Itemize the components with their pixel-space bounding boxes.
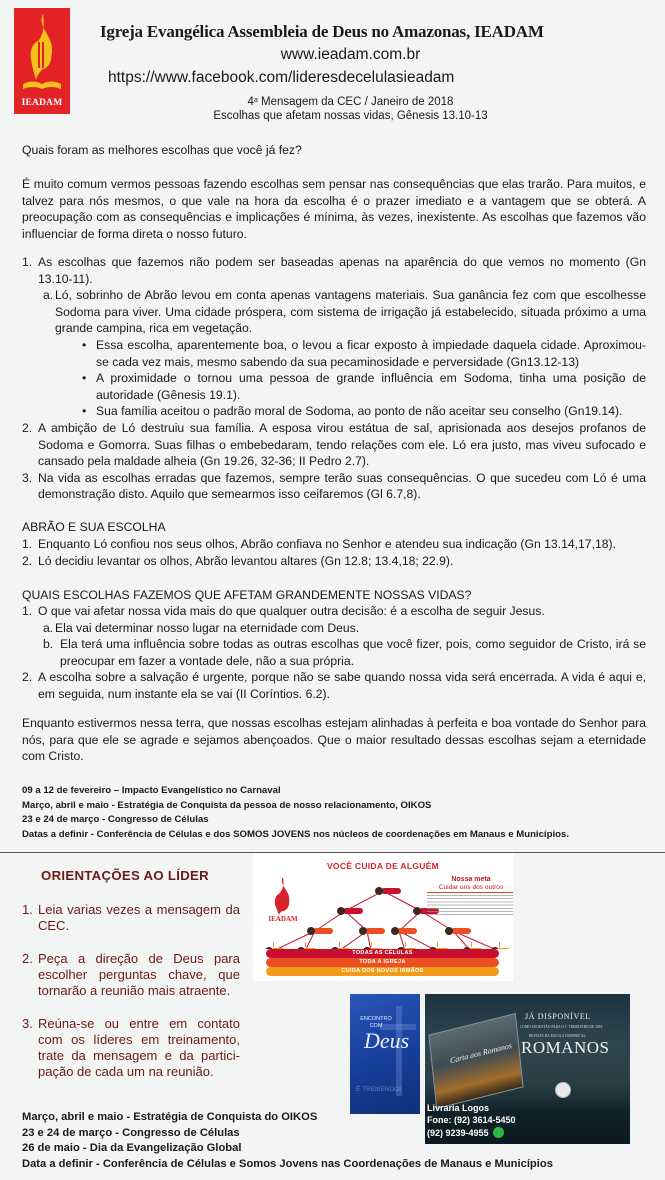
section-1-list (22, 254, 646, 503)
cuida-de-alguem-card (253, 853, 513, 981)
book-script-title: Deus (364, 1028, 410, 1053)
list-item (22, 669, 646, 702)
event-item: Março, abril e maio - Estratégia de Conquista do OIKOS (22, 1111, 318, 1123)
item-number: 2. (22, 670, 33, 685)
message-ordinal: a (253, 97, 258, 104)
abrao-heading: ABRÃO E SUA ESCOLHA (22, 520, 166, 534)
list-item (22, 254, 646, 287)
orientacoes-list (22, 902, 240, 1097)
item-number: 3. (22, 470, 33, 485)
item-number: 1. (22, 604, 33, 618)
person-node (337, 907, 363, 915)
message-info (0, 96, 665, 108)
event-item: Datas a definir - Conferência de Células e dos SOMOS JOVENS nos núcleos de coordenações em Manaus e Municípios. (22, 828, 569, 840)
bullet-item (22, 403, 646, 420)
item-text: Na vida as escolhas erradas que fazemos, sempre terão suas consequências. O que sucedeu com Ló é uma demonstração disto. Aquilo que semearmos isso ceifaremos (Gl 6.7,8). (38, 470, 646, 502)
website-link[interactable]: www.ieadam.com.br (280, 46, 421, 63)
bullet-icon: • (82, 337, 87, 352)
event-item: Data a definir - Conferência de Células e Somos Jovens nas Coordenações de Manaus e Municípios (22, 1157, 553, 1170)
item-text: Enquanto Ló confiou nos seus olhos, Abrão confiava no Senhor e atendeu sua indicação (Gn 13.14,17,18). (38, 537, 616, 551)
book-line: ENCONTRO (360, 1016, 392, 1022)
tree-tick (273, 942, 274, 947)
orientacao-item (22, 902, 240, 934)
tree-tick (305, 942, 306, 947)
item-number: 2. (22, 553, 33, 568)
event-item: 23 e 24 de março - Congresso de Células (22, 1126, 240, 1139)
item-text: Leia varias vezes a mensagem da CEC. (38, 902, 240, 933)
list-item (22, 420, 646, 470)
magazine-cover (428, 1013, 523, 1109)
church-title: Igreja Evangélica Assembleia de Deus no Amazonas, IEADAM (100, 22, 544, 41)
meta-paragraph (427, 895, 513, 917)
list-item (22, 470, 646, 503)
tree-tick (371, 942, 372, 947)
encontro-com-deus-book (350, 994, 420, 1114)
item-number: 2. (22, 951, 33, 966)
list-item (22, 553, 646, 570)
list-item (22, 620, 646, 637)
store-name: Livraria Logos (427, 1103, 490, 1113)
quais-list (22, 603, 646, 703)
item-number: 3. (22, 1016, 33, 1031)
item-text: A proximidade o tornou uma pessoa de grande influência em Sodoma, tinha uma posição de autoridade (Gênesis 19.1). (96, 371, 646, 402)
item-text: Sua família aceitou o padrão moral de Sodoma, ao ponto de não aceitar seu conselho (Gn19.14). (96, 404, 623, 419)
events-list (22, 784, 569, 842)
tree-tick (499, 942, 500, 947)
list-item (22, 636, 646, 669)
book-line: COM (369, 1023, 383, 1029)
item-text: O que vai afetar nossa vida mais do que qualquer outra decisão: é a escolha de seguir Jesus. (38, 604, 545, 618)
item-text: A ambição de Ló destruiu sua família. A esposa virou estátua de sal, aprisionada aos desejos profanos de Sodoma e Gomorra. Suas filhas o embebedaram, tendo relações com ele. Ló era justo, mas viveu sufocado e cansado pela maldade alheia (Gn 19.26, 32-36; II Pedro 2.7). (38, 420, 646, 469)
tree-tick (339, 942, 340, 947)
ad-headline: JÁ DISPONÍVEL (525, 1012, 591, 1021)
message-rest: Mensagem da CEC / Janeiro de 2018 (257, 96, 454, 108)
item-text: Ló decidiu levantar os olhos, Abrão levantou altares (Gn 12.8; 13.4,18; 22.9). (38, 553, 454, 568)
book-tagline: É TREMENDO! (356, 1086, 402, 1093)
opening-question: Quais foram as melhores escolhas que você já fez? (22, 143, 302, 157)
orientacoes-title: ORIENTAÇÕES AO LÍDER (41, 868, 209, 883)
item-text: Essa escolha, aparentemente boa, o levou a ficar exposto à impiedade daquela cidade. Aproximou-se cada vez mais, mesmo sabendo da sua pecaminosidade e perversidade (Gn13.12-13) (96, 337, 646, 369)
tree-tick (471, 942, 472, 947)
meta-heading: Nossa meta (451, 876, 491, 883)
event-item: 26 de maio - Dia da Evangelização Global (22, 1142, 242, 1154)
event-item: 09 a 12 de fevereiro – Impacto Evangelístico no Carnaval (22, 785, 281, 796)
ad-small-text: REVISTA DA ESCOLA DOMINICAL (529, 1034, 586, 1038)
ad-small-text: COMO SUGESTÃO PARA O 1º TRIMESTRE DE 2018 (520, 1025, 603, 1029)
orientacao-item (22, 951, 240, 999)
list-item (22, 287, 646, 337)
orientacao-item (22, 1016, 240, 1080)
item-letter: b. (43, 637, 54, 652)
item-text: A escolha sobre a salvação é urgente, porque não se sabe quando nossa vida será encerrada. A vida é aqui e, em seguida, num instante ela se vai (II Coríntios. 6.2). (38, 670, 646, 701)
message-subtitle: Escolhas que afetam nossas vidas, Gênesis 13.10-13 (213, 110, 488, 122)
person-node (359, 927, 385, 935)
item-text: Reúna-se ou entre em contato com os líderes em treinamento, trate da mensagem e da partici-pação de cada um na reunião. (38, 1016, 240, 1079)
logo-text: IEADAM (21, 98, 63, 108)
list-item (22, 536, 646, 553)
item-text: Ló, sobrinho de Abrão levou em conta apenas vantagens materiais. Sua ganância fez com que escolhesse Sodoma para viver. Uma cidade próspera, com sistema de irrigação já estabelecido, situada próximo a uma grande campina, rica em vegetação. (55, 288, 646, 336)
person-node (307, 927, 333, 935)
person-node (391, 927, 417, 935)
mini-logo-text: IEADAM (268, 915, 298, 923)
tree-tick (405, 942, 406, 947)
item-number: 1. (22, 902, 33, 917)
bullet-icon: • (82, 404, 87, 419)
person-node (375, 887, 401, 895)
item-text: Peça a direção de Deus para escolher perguntas chave, que tornarão a reunião mais atraente. (38, 951, 240, 998)
store-phone: Fone: (92) 3614-5450 (427, 1115, 516, 1126)
band-todas-celulas: TODAS AS CÉLULAS (266, 949, 499, 958)
cuida-title: VOCÊ CUIDA DE ALGUÉM (326, 861, 440, 871)
person-node (445, 927, 471, 935)
intro-paragraph: É muito comum vermos pessoas fazendo escolhas sem pensar nas consequências que elas trarão. Para muitos, e talvez para nós mesmos, o que vale na hora da escolha é o prazer imediato e a vantagem que se obterá. A preocupação com as consequências e implicações é mínima, às vezes, inexistente. As escolhas que fazemos vão influenciar de forma direta o nosso futuro. (22, 177, 646, 241)
whatsapp-number: (92) 9239-4955 (427, 1127, 489, 1138)
final-events-list (22, 1110, 553, 1172)
item-number: 2. (22, 420, 33, 435)
item-number: 1. (22, 537, 33, 551)
seal-icon (555, 1082, 571, 1098)
band-novos-irmaos: CUIDA DOS NOVOS IRMÃOS (266, 967, 499, 976)
item-text: Ela terá uma influência sobre todas as outras escolhas que você fizer, pois, como seguidor de Cristo, irá se preocupar em fazer a vontade dele, não a sua própria. (60, 637, 646, 668)
message-number: 4 (247, 96, 254, 108)
event-item: 23 e 24 de março - Congresso de Células (22, 814, 209, 825)
tree-tick (437, 942, 438, 947)
quais-heading: QUAIS ESCOLHAS FAZEMOS QUE AFETAM GRANDEMENTE NOSSAS VIDAS? (22, 588, 472, 602)
item-letter: a. (43, 620, 54, 635)
conclusion-paragraph: Enquanto estivermos nessa terra, que nossas escolhas estejam alinhadas à perfeita e boa vontade do Senhor para nós, para que ele se agrade e sejamos abençoados. Que o maior resultado dessas escolhas sejam a eternidade com Cristo. (22, 716, 646, 764)
item-number: 1. (22, 255, 33, 269)
event-item: Março, abril e maio - Estratégia de Conquista da pessoa de nosso relacionamento, OIKOS (22, 799, 432, 811)
bullet-item (22, 337, 646, 370)
meta-subheading: Cuidar uns dos outros (427, 884, 513, 893)
bullet-icon: • (82, 371, 87, 386)
magazine-title: Carta aos Romanos (449, 1040, 513, 1066)
abrao-list (22, 536, 646, 569)
list-item (22, 603, 646, 620)
item-text: Ela vai determinar nosso lugar na eternidade com Deus. (55, 620, 360, 635)
item-letter: a. (43, 288, 54, 303)
band-toda-igreja: TODA A IGREJA (266, 958, 499, 967)
item-text: As escolhas que fazemos não podem ser baseadas apenas na aparência do que vemos no momento (Gn 13.10-11). (38, 255, 646, 286)
facebook-link[interactable]: https://www.facebook.com/lideresdecelulasieadam (108, 69, 455, 86)
bullet-item (22, 370, 646, 403)
ad-title: ROMANOS (521, 1038, 610, 1057)
